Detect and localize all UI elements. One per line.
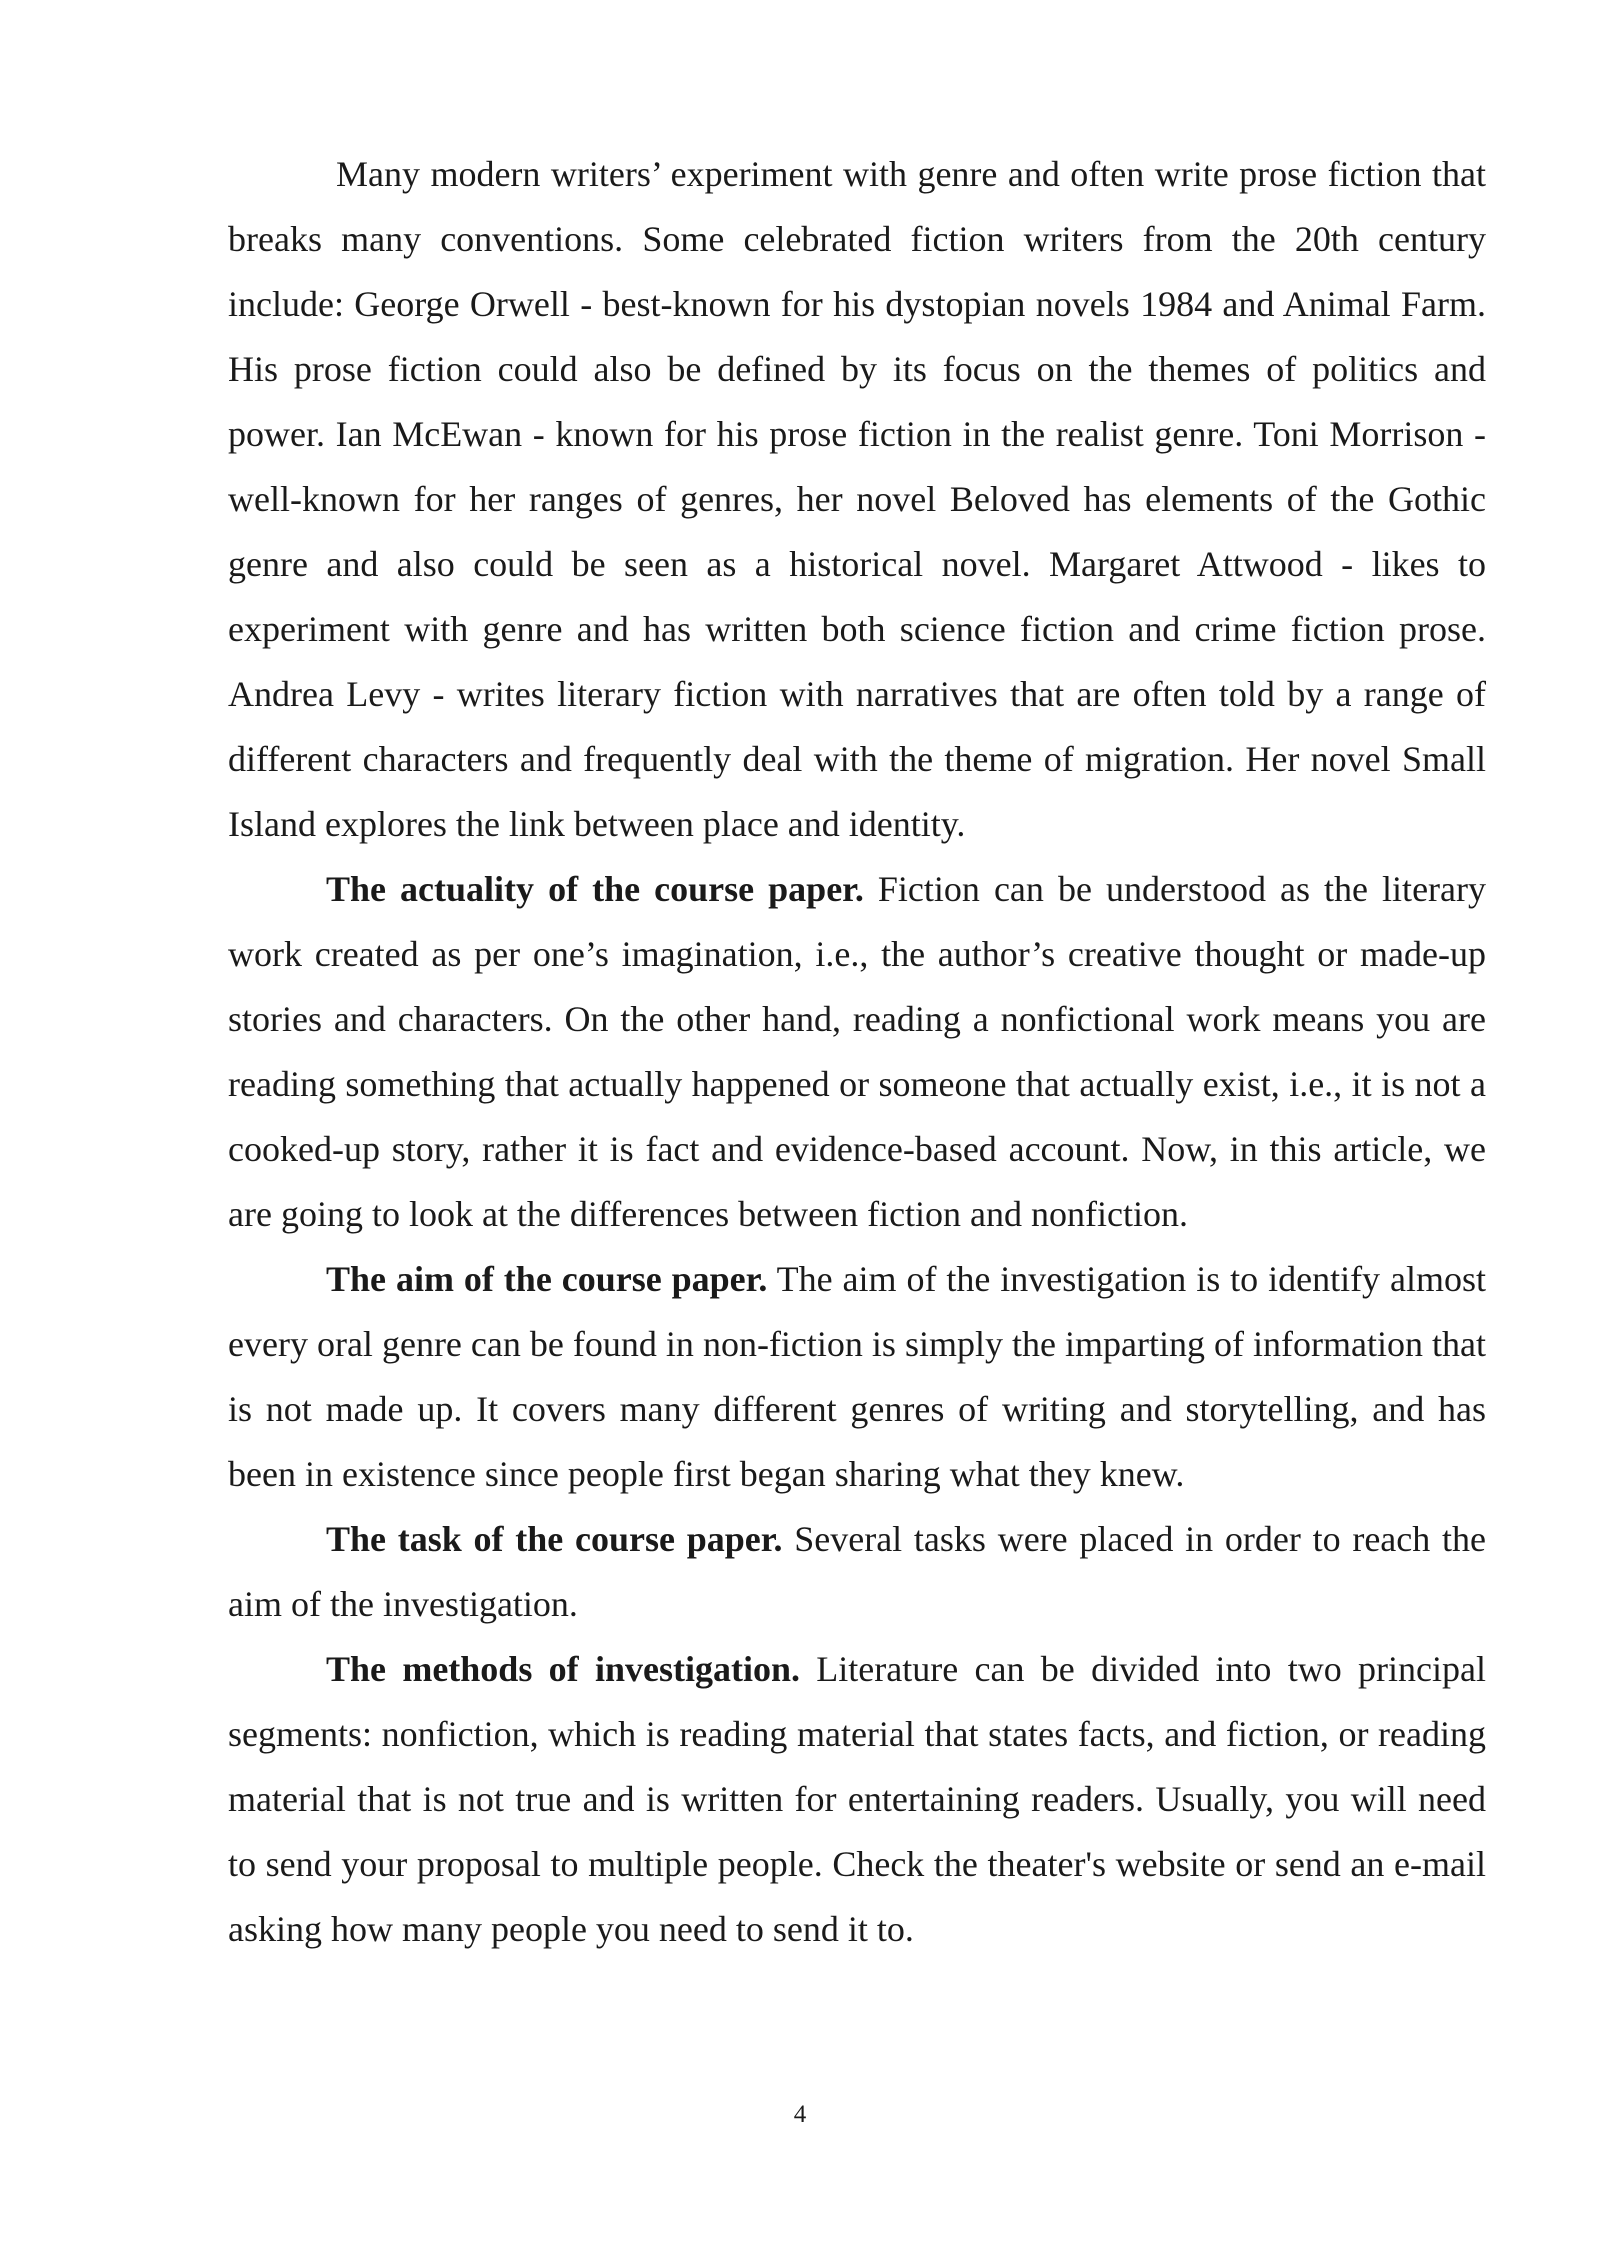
body-text <box>228 142 1486 1962</box>
paragraph-heading: The actuality of the course paper. <box>326 869 864 909</box>
paragraph-heading: The methods of investigation. <box>326 1649 800 1689</box>
paragraph-actuality <box>228 857 1486 1247</box>
paragraph-text: Literature can be divided into two principal segments: nonfiction, which is reading material that states facts, and fiction, or reading material that is not true and is written for entertaining readers. Usually, you will need to send your proposal to multiple people. Check the theater's website or send an e-mail asking how many people you need to send it to. <box>228 1649 1486 1949</box>
paragraph-aim <box>228 1247 1486 1507</box>
paragraph-text: Several tasks were placed in order to reach the aim of the investigation. <box>228 1519 1486 1624</box>
paragraph-heading: The aim of the course paper. <box>326 1259 768 1299</box>
paragraph-methods <box>228 1637 1486 1962</box>
paragraph-text: Many modern writers’ experiment with genre and often write prose fiction that breaks many conventions. Some celebrated fiction writers from the 20th century include: George Orwell - best-known for his dystopian novels 1984 and Animal Farm. His prose fiction could also be defined by its focus on the themes of politics and power. Ian McEwan - known for his prose fiction in the realist genre. Toni Morrison - well-known for her ranges of genres, her novel Beloved has elements of the Gothic genre and also could be seen as a historical novel. Margaret Attwood - likes to experiment with genre and has written both science fiction and crime fiction prose. Andrea Levy - writes literary fiction with narratives that are often told by a range of different characters and frequently deal with the theme of migration. Her novel Small Island explores the link between place and identity. <box>228 154 1486 844</box>
paragraph-text: The aim of the investigation is to identify almost every oral genre can be found in non-fiction is simply the imparting of information that is not made up. It covers many different genres of writing and storytelling, and has been in existence since people first began sharing what they knew. <box>228 1259 1486 1494</box>
paragraph-task <box>228 1507 1486 1637</box>
paragraph-text: Fiction can be understood as the literary work created as per one’s imagination, i.e., the author’s creative thought or made-up stories and characters. On the other hand, reading a nonfictional work means you are reading something that actually happened or someone that actually exist, i.e., it is not a cooked-up story, rather it is fact and evidence-based account. Now, in this article, we are going to look at the differences between fiction and nonfiction. <box>228 869 1486 1234</box>
paragraph-heading: The task of the course paper. <box>326 1519 783 1559</box>
paragraph-intro <box>228 142 1486 857</box>
page-number: 4 <box>793 2101 807 2128</box>
